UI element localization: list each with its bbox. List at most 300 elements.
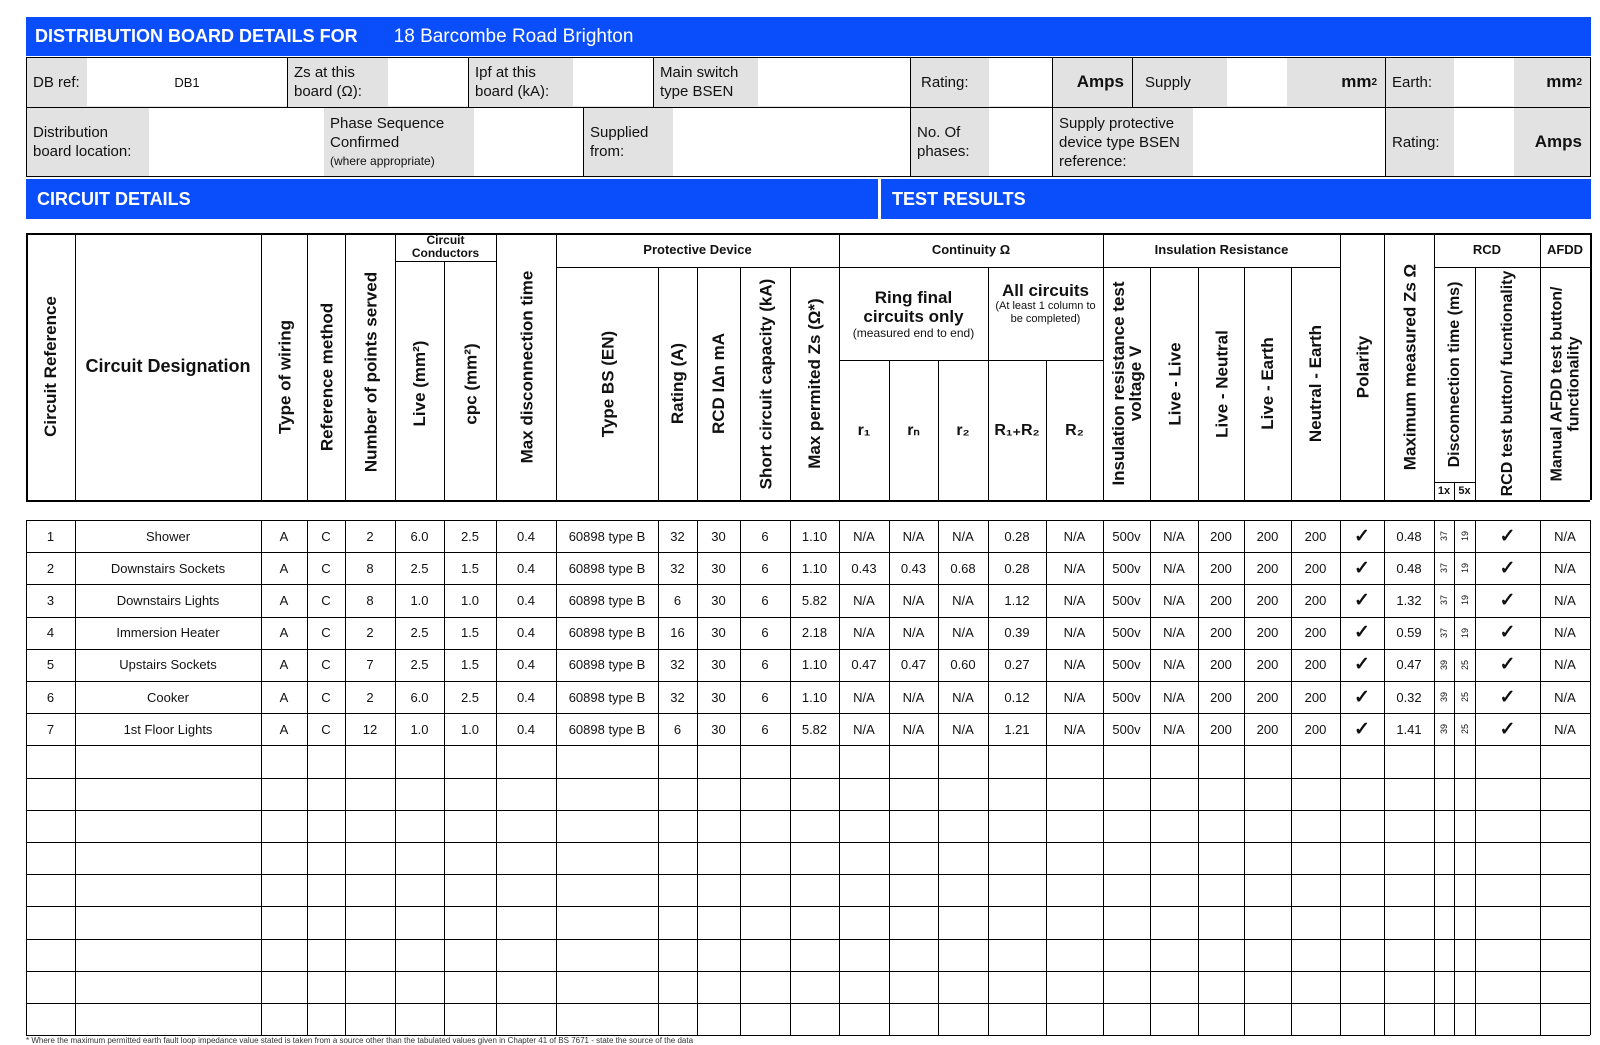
cell-method-value: C <box>321 625 331 641</box>
cell-afdd[interactable] <box>1540 584 1590 616</box>
location-label: Distribution board location: <box>27 108 149 176</box>
cell-rn[interactable] <box>889 520 938 552</box>
cell-ln[interactable] <box>1198 649 1244 681</box>
cell-cpc[interactable] <box>444 552 496 584</box>
rcd-group-header: RCD <box>1472 242 1502 257</box>
cell-method[interactable] <box>307 584 345 616</box>
cell-rcd[interactable] <box>697 713 740 745</box>
cell-ne-value: 200 <box>1304 689 1327 705</box>
cell-r2[interactable] <box>938 649 988 681</box>
supplied-from-value[interactable] <box>673 108 910 176</box>
phase-seq-value[interactable] <box>474 108 583 176</box>
cell-bs[interactable] <box>556 617 658 649</box>
cell-cpc[interactable] <box>444 649 496 681</box>
cell-rcdt[interactable] <box>1475 649 1540 681</box>
cell-method[interactable] <box>307 552 345 584</box>
cell-t5[interactable] <box>1454 617 1475 649</box>
cell-ne[interactable] <box>1291 681 1340 713</box>
header-live-live: Live - Live <box>1164 341 1184 426</box>
cell-bs[interactable] <box>556 584 658 616</box>
cell-rcd[interactable] <box>697 584 740 616</box>
header-cpc: cpc (mm²) <box>460 342 480 425</box>
cell-ne-value: 200 <box>1304 657 1327 673</box>
cell-live-value: 1.0 <box>410 592 429 608</box>
cell-pol[interactable] <box>1340 713 1384 745</box>
cell-volt[interactable] <box>1103 713 1150 745</box>
cell-method[interactable] <box>307 681 345 713</box>
supply-label: Supply <box>1133 58 1227 106</box>
cell-r1r2-value: 0.39 <box>1004 625 1030 641</box>
cell-name[interactable] <box>75 713 261 745</box>
cell-method[interactable] <box>307 713 345 745</box>
cell-bs-value: 60898 type B <box>568 689 646 705</box>
cell-name-value: Cooker <box>147 689 189 705</box>
cell-ll[interactable] <box>1150 713 1198 745</box>
cell-t1[interactable] <box>1434 681 1454 713</box>
earth-value[interactable] <box>1454 58 1514 106</box>
cell-t1[interactable] <box>1434 649 1454 681</box>
cell-r2[interactable] <box>938 584 988 616</box>
cell-name[interactable] <box>75 552 261 584</box>
cell-live-value: 6.0 <box>410 689 429 705</box>
cell-cpc-value: 1.0 <box>460 721 480 737</box>
cell-rating[interactable] <box>658 681 697 713</box>
cell-volt-value: 500v <box>1112 528 1141 544</box>
cell-pol-value: ✓ <box>1354 686 1370 708</box>
cell-r2[interactable] <box>938 681 988 713</box>
cell-points-value: 12 <box>362 721 378 737</box>
location-value[interactable] <box>149 108 324 176</box>
header-bar <box>26 17 1591 56</box>
cell-t5[interactable] <box>1454 649 1475 681</box>
protective-group-header: Protective Device <box>643 242 752 257</box>
cell-points[interactable] <box>345 584 395 616</box>
cell-rn[interactable] <box>889 584 938 616</box>
cell-afdd-value: N/A <box>1554 592 1576 608</box>
header-r1r2: R₁₊R₂ <box>994 421 1040 439</box>
cell-bs[interactable] <box>556 681 658 713</box>
cell-r1[interactable] <box>839 681 889 713</box>
earth-label: Earth: <box>1386 58 1454 106</box>
cell-zs[interactable] <box>1384 584 1434 616</box>
cell-pol[interactable] <box>1340 617 1384 649</box>
cell-pol[interactable] <box>1340 681 1384 713</box>
cell-r1[interactable] <box>839 584 889 616</box>
cell-afdd[interactable] <box>1540 520 1590 552</box>
cell-cpc-value: 2.5 <box>460 528 480 544</box>
cell-name[interactable] <box>75 649 261 681</box>
cell-disc[interactable] <box>496 617 556 649</box>
cell-disc[interactable] <box>496 681 556 713</box>
cell-disc[interactable] <box>496 520 556 552</box>
cell-live[interactable] <box>395 681 444 713</box>
cell-wiring[interactable] <box>261 617 307 649</box>
cell-rn[interactable] <box>889 649 938 681</box>
cell-R2[interactable] <box>1046 617 1103 649</box>
cell-volt[interactable] <box>1103 681 1150 713</box>
cell-ln[interactable] <box>1198 617 1244 649</box>
cell-maxzs[interactable] <box>790 552 839 584</box>
cell-rcd[interactable] <box>697 520 740 552</box>
cell-rating-value: 16 <box>670 625 685 641</box>
cell-rcdt[interactable] <box>1475 584 1540 616</box>
cell-le-value: 200 <box>1256 560 1279 576</box>
cell-r1r2[interactable] <box>988 617 1046 649</box>
cell-t5[interactable] <box>1454 584 1475 616</box>
cell-volt[interactable] <box>1103 649 1150 681</box>
cell-cpc[interactable] <box>444 713 496 745</box>
cell-rcdt[interactable] <box>1475 681 1540 713</box>
cell-ln[interactable] <box>1198 552 1244 584</box>
cell-method-value: C <box>321 592 331 608</box>
cell-r2[interactable] <box>938 617 988 649</box>
cell-t1[interactable] <box>1434 520 1454 552</box>
cell-ln[interactable] <box>1198 520 1244 552</box>
cell-ne[interactable] <box>1291 617 1340 649</box>
cell-rating[interactable] <box>658 649 697 681</box>
cell-rating[interactable] <box>658 584 697 616</box>
cell-live[interactable] <box>395 552 444 584</box>
cell-rcdt-value: ✓ <box>1499 557 1516 579</box>
cell-rn[interactable] <box>889 713 938 745</box>
cell-R2-value: N/A <box>1063 560 1086 576</box>
cell-rating[interactable] <box>658 713 697 745</box>
cell-r2[interactable] <box>938 552 988 584</box>
cell-t1-value: 37 <box>1439 595 1449 606</box>
cell-rn[interactable] <box>889 681 938 713</box>
cell-rcdt-value: ✓ <box>1499 589 1516 611</box>
cell-live-value: 6.0 <box>410 528 429 544</box>
cell-zs-value: 0.47 <box>1396 657 1422 673</box>
cell-r2[interactable] <box>938 713 988 745</box>
cell-ref[interactable] <box>26 649 75 681</box>
cell-live[interactable] <box>395 520 444 552</box>
cell-sc[interactable] <box>740 617 790 649</box>
spd-value[interactable] <box>1193 108 1385 176</box>
cell-rating[interactable] <box>658 520 697 552</box>
cell-r1r2-value: 0.28 <box>1004 528 1030 544</box>
cell-zs[interactable] <box>1384 649 1434 681</box>
cell-maxzs-value: 1.10 <box>801 528 828 544</box>
cell-pol-value: ✓ <box>1354 589 1370 611</box>
cell-zs[interactable] <box>1384 681 1434 713</box>
supply-unit: mm 2 <box>1287 58 1385 106</box>
cell-ln[interactable] <box>1198 681 1244 713</box>
cell-maxzs[interactable] <box>790 681 839 713</box>
cell-rcd[interactable] <box>697 552 740 584</box>
cell-r2-value: N/A <box>952 625 974 641</box>
cell-ref[interactable] <box>26 584 75 616</box>
cell-volt[interactable] <box>1103 617 1150 649</box>
cell-t5-value: 19 <box>1459 531 1470 542</box>
header-disc-time: Disconnection time (ms) <box>1446 281 1463 468</box>
cell-disc[interactable] <box>496 552 556 584</box>
cell-sc[interactable] <box>740 713 790 745</box>
cell-pol-value: ✓ <box>1354 622 1370 644</box>
cell-wiring-value: A <box>279 721 289 737</box>
cell-r1r2[interactable] <box>988 681 1046 713</box>
cell-name[interactable] <box>75 617 261 649</box>
cell-r1[interactable] <box>839 713 889 745</box>
cell-t1[interactable] <box>1434 713 1454 745</box>
cell-points[interactable] <box>345 617 395 649</box>
rating-value[interactable] <box>989 58 1052 106</box>
cell-afdd-value: N/A <box>1554 721 1576 737</box>
cell-rcdt[interactable] <box>1475 617 1540 649</box>
rating2-value[interactable] <box>1454 108 1514 176</box>
cell-maxzs-value: 5.82 <box>801 592 828 608</box>
cell-name[interactable] <box>75 584 261 616</box>
cell-r2[interactable] <box>938 520 988 552</box>
cell-points[interactable] <box>345 649 395 681</box>
cell-maxzs[interactable] <box>790 584 839 616</box>
cell-wiring[interactable] <box>261 681 307 713</box>
cell-R2[interactable] <box>1046 552 1103 584</box>
cell-ln-value: 200 <box>1210 689 1232 705</box>
cell-volt[interactable] <box>1103 584 1150 616</box>
zs-board-value[interactable] <box>388 58 468 106</box>
cell-pol[interactable] <box>1340 649 1384 681</box>
cell-points[interactable] <box>345 681 395 713</box>
cell-t5[interactable] <box>1454 520 1475 552</box>
cell-afdd[interactable] <box>1540 649 1590 681</box>
cell-ne[interactable] <box>1291 713 1340 745</box>
cell-rn-value: N/A <box>902 721 925 737</box>
cell-disc[interactable] <box>496 649 556 681</box>
cell-rn-value: 0.47 <box>900 657 927 673</box>
cell-t5-value: 19 <box>1459 595 1470 606</box>
cell-t1-value: 37 <box>1439 627 1449 638</box>
cell-afdd[interactable] <box>1540 617 1590 649</box>
supplied-from-label: Supplied from: <box>584 108 673 176</box>
cell-bs[interactable] <box>556 649 658 681</box>
cell-cpc[interactable] <box>444 584 496 616</box>
cell-method-value: C <box>321 657 331 673</box>
cell-rcdt[interactable] <box>1475 552 1540 584</box>
cell-R2[interactable] <box>1046 649 1103 681</box>
cell-cpc[interactable] <box>444 681 496 713</box>
cell-disc[interactable] <box>496 584 556 616</box>
rating2-label: Rating: <box>1386 108 1454 176</box>
cell-maxzs[interactable] <box>790 649 839 681</box>
cell-points-value: 7 <box>366 657 374 673</box>
cell-maxzs[interactable] <box>790 520 839 552</box>
cell-ne[interactable] <box>1291 649 1340 681</box>
cell-r1r2[interactable] <box>988 584 1046 616</box>
cell-sc-value: 6 <box>761 689 769 705</box>
cell-sc[interactable] <box>740 681 790 713</box>
insulation-group-header: Insulation Resistance <box>1154 242 1289 257</box>
header-circuit-designation: Circuit Designation <box>85 356 251 376</box>
cell-r1r2[interactable] <box>988 713 1046 745</box>
cell-ln[interactable] <box>1198 713 1244 745</box>
cell-ref[interactable] <box>26 713 75 745</box>
cell-zs-value: 1.32 <box>1396 592 1422 608</box>
header-title: DISTRIBUTION BOARD DETAILS FOR <box>35 26 358 46</box>
cell-ln-value: 200 <box>1210 528 1232 544</box>
supply-value[interactable] <box>1227 58 1287 106</box>
cell-live-value: 2.5 <box>410 625 429 641</box>
cell-afdd[interactable] <box>1540 552 1590 584</box>
cell-rcd-value: 30 <box>711 721 726 737</box>
cell-maxzs[interactable] <box>790 713 839 745</box>
cell-volt[interactable] <box>1103 520 1150 552</box>
cell-wiring-value: A <box>279 689 289 705</box>
cell-ne[interactable] <box>1291 552 1340 584</box>
cell-ref[interactable] <box>26 552 75 584</box>
cell-zs[interactable] <box>1384 617 1434 649</box>
cell-rating[interactable] <box>658 552 697 584</box>
cell-t1[interactable] <box>1434 617 1454 649</box>
cell-live[interactable] <box>395 713 444 745</box>
cell-sc[interactable] <box>740 584 790 616</box>
cell-wiring-value: A <box>279 625 289 641</box>
cell-sc[interactable] <box>740 520 790 552</box>
cell-live-value: 1.0 <box>410 721 429 737</box>
cell-R2[interactable] <box>1046 681 1103 713</box>
cell-R2-value: N/A <box>1063 625 1086 641</box>
cell-ne[interactable] <box>1291 584 1340 616</box>
cell-points[interactable] <box>345 552 395 584</box>
cell-r1[interactable] <box>839 552 889 584</box>
cell-t1-value: 37 <box>1439 531 1449 542</box>
cell-zs[interactable] <box>1384 552 1434 584</box>
cell-ll[interactable] <box>1150 617 1198 649</box>
cell-bs[interactable] <box>556 713 658 745</box>
cell-method[interactable] <box>307 617 345 649</box>
cell-t1[interactable] <box>1434 584 1454 616</box>
cell-live-value: 2.5 <box>410 560 429 576</box>
cell-wiring[interactable] <box>261 584 307 616</box>
cell-maxzs[interactable] <box>790 617 839 649</box>
cell-r1[interactable] <box>839 649 889 681</box>
cell-le[interactable] <box>1244 520 1291 552</box>
cell-ref[interactable] <box>26 617 75 649</box>
cell-volt[interactable] <box>1103 552 1150 584</box>
cell-ll[interactable] <box>1150 681 1198 713</box>
header-rn: rₙ <box>907 421 920 439</box>
cell-r2-value: 0.60 <box>950 657 976 673</box>
cell-live[interactable] <box>395 617 444 649</box>
cell-zs[interactable] <box>1384 713 1434 745</box>
cell-pol[interactable] <box>1340 552 1384 584</box>
cell-rcdt[interactable] <box>1475 520 1540 552</box>
cell-maxzs-value: 1.10 <box>801 689 828 705</box>
cell-R2[interactable] <box>1046 520 1103 552</box>
ipf-board-value[interactable] <box>573 58 653 106</box>
cell-method[interactable] <box>307 649 345 681</box>
cell-sc[interactable] <box>740 552 790 584</box>
cell-r1[interactable] <box>839 520 889 552</box>
cell-method[interactable] <box>307 520 345 552</box>
cell-live[interactable] <box>395 649 444 681</box>
main-switch-value[interactable] <box>758 58 910 106</box>
cell-name[interactable] <box>75 681 261 713</box>
cell-points[interactable] <box>345 713 395 745</box>
phase-seq-note: (where appropriate) <box>330 153 435 168</box>
cell-ne[interactable] <box>1291 520 1340 552</box>
cell-wiring[interactable] <box>261 713 307 745</box>
cell-t5-value: 19 <box>1459 563 1470 574</box>
cell-afdd[interactable] <box>1540 681 1590 713</box>
header-neutral-earth: Neutral - Earth <box>1306 324 1325 443</box>
cell-r1[interactable] <box>839 617 889 649</box>
cell-t5-value: 19 <box>1459 627 1470 638</box>
cell-le[interactable] <box>1244 681 1291 713</box>
phases-label: No. Of phases: <box>911 108 989 176</box>
cell-r1r2[interactable] <box>988 552 1046 584</box>
cell-le[interactable] <box>1244 713 1291 745</box>
cell-live[interactable] <box>395 584 444 616</box>
cell-pol[interactable] <box>1340 520 1384 552</box>
cell-disc[interactable] <box>496 713 556 745</box>
cell-rcd[interactable] <box>697 681 740 713</box>
cell-wiring[interactable] <box>261 552 307 584</box>
cell-t5[interactable] <box>1454 713 1475 745</box>
cell-sc[interactable] <box>740 649 790 681</box>
cell-points[interactable] <box>345 520 395 552</box>
cell-R2[interactable] <box>1046 584 1103 616</box>
cell-r1r2[interactable] <box>988 520 1046 552</box>
cell-ref[interactable] <box>26 681 75 713</box>
cell-pol-value: ✓ <box>1354 718 1370 740</box>
cell-cpc[interactable] <box>444 617 496 649</box>
cell-rcdt[interactable] <box>1475 713 1540 745</box>
cell-R2-value: N/A <box>1063 592 1086 608</box>
cell-t5[interactable] <box>1454 681 1475 713</box>
cell-ll[interactable] <box>1150 520 1198 552</box>
phases-value[interactable] <box>989 108 1052 176</box>
cell-bs[interactable] <box>556 520 658 552</box>
cell-afdd[interactable] <box>1540 713 1590 745</box>
cell-ref[interactable] <box>26 520 75 552</box>
cell-cpc[interactable] <box>444 520 496 552</box>
cell-bs[interactable] <box>556 552 658 584</box>
header-afdd-test: Manual AFDD test button/ functionality <box>1548 286 1582 481</box>
cell-zs[interactable] <box>1384 520 1434 552</box>
cell-rcd[interactable] <box>697 649 740 681</box>
header-max-zs: Max permited Zs (Ω*) <box>805 298 824 469</box>
cell-r1r2-value: 0.28 <box>1004 560 1030 576</box>
cell-rn[interactable] <box>889 552 938 584</box>
cell-rcdt-value: ✓ <box>1499 686 1516 708</box>
cell-r1-value: N/A <box>853 528 875 544</box>
cell-rating[interactable] <box>658 617 697 649</box>
cell-rn[interactable] <box>889 617 938 649</box>
cell-wiring[interactable] <box>261 649 307 681</box>
cell-wiring[interactable] <box>261 520 307 552</box>
cell-R2[interactable] <box>1046 713 1103 745</box>
cell-points-value: 2 <box>366 625 374 641</box>
cell-ll[interactable] <box>1150 584 1198 616</box>
cell-r2-value: N/A <box>952 689 974 705</box>
cell-rcd[interactable] <box>697 617 740 649</box>
cell-t1[interactable] <box>1434 552 1454 584</box>
cell-pol[interactable] <box>1340 584 1384 616</box>
cell-ll[interactable] <box>1150 552 1198 584</box>
cell-name[interactable] <box>75 520 261 552</box>
cell-t5[interactable] <box>1454 552 1475 584</box>
cell-r1r2[interactable] <box>988 649 1046 681</box>
db-ref-value[interactable]: DB1 <box>87 58 287 106</box>
cell-ln[interactable] <box>1198 584 1244 616</box>
cell-le[interactable] <box>1244 649 1291 681</box>
cell-ll[interactable] <box>1150 649 1198 681</box>
cell-le[interactable] <box>1244 617 1291 649</box>
cell-sc-value: 6 <box>761 625 769 641</box>
cell-le[interactable] <box>1244 552 1291 584</box>
cell-le[interactable] <box>1244 584 1291 616</box>
